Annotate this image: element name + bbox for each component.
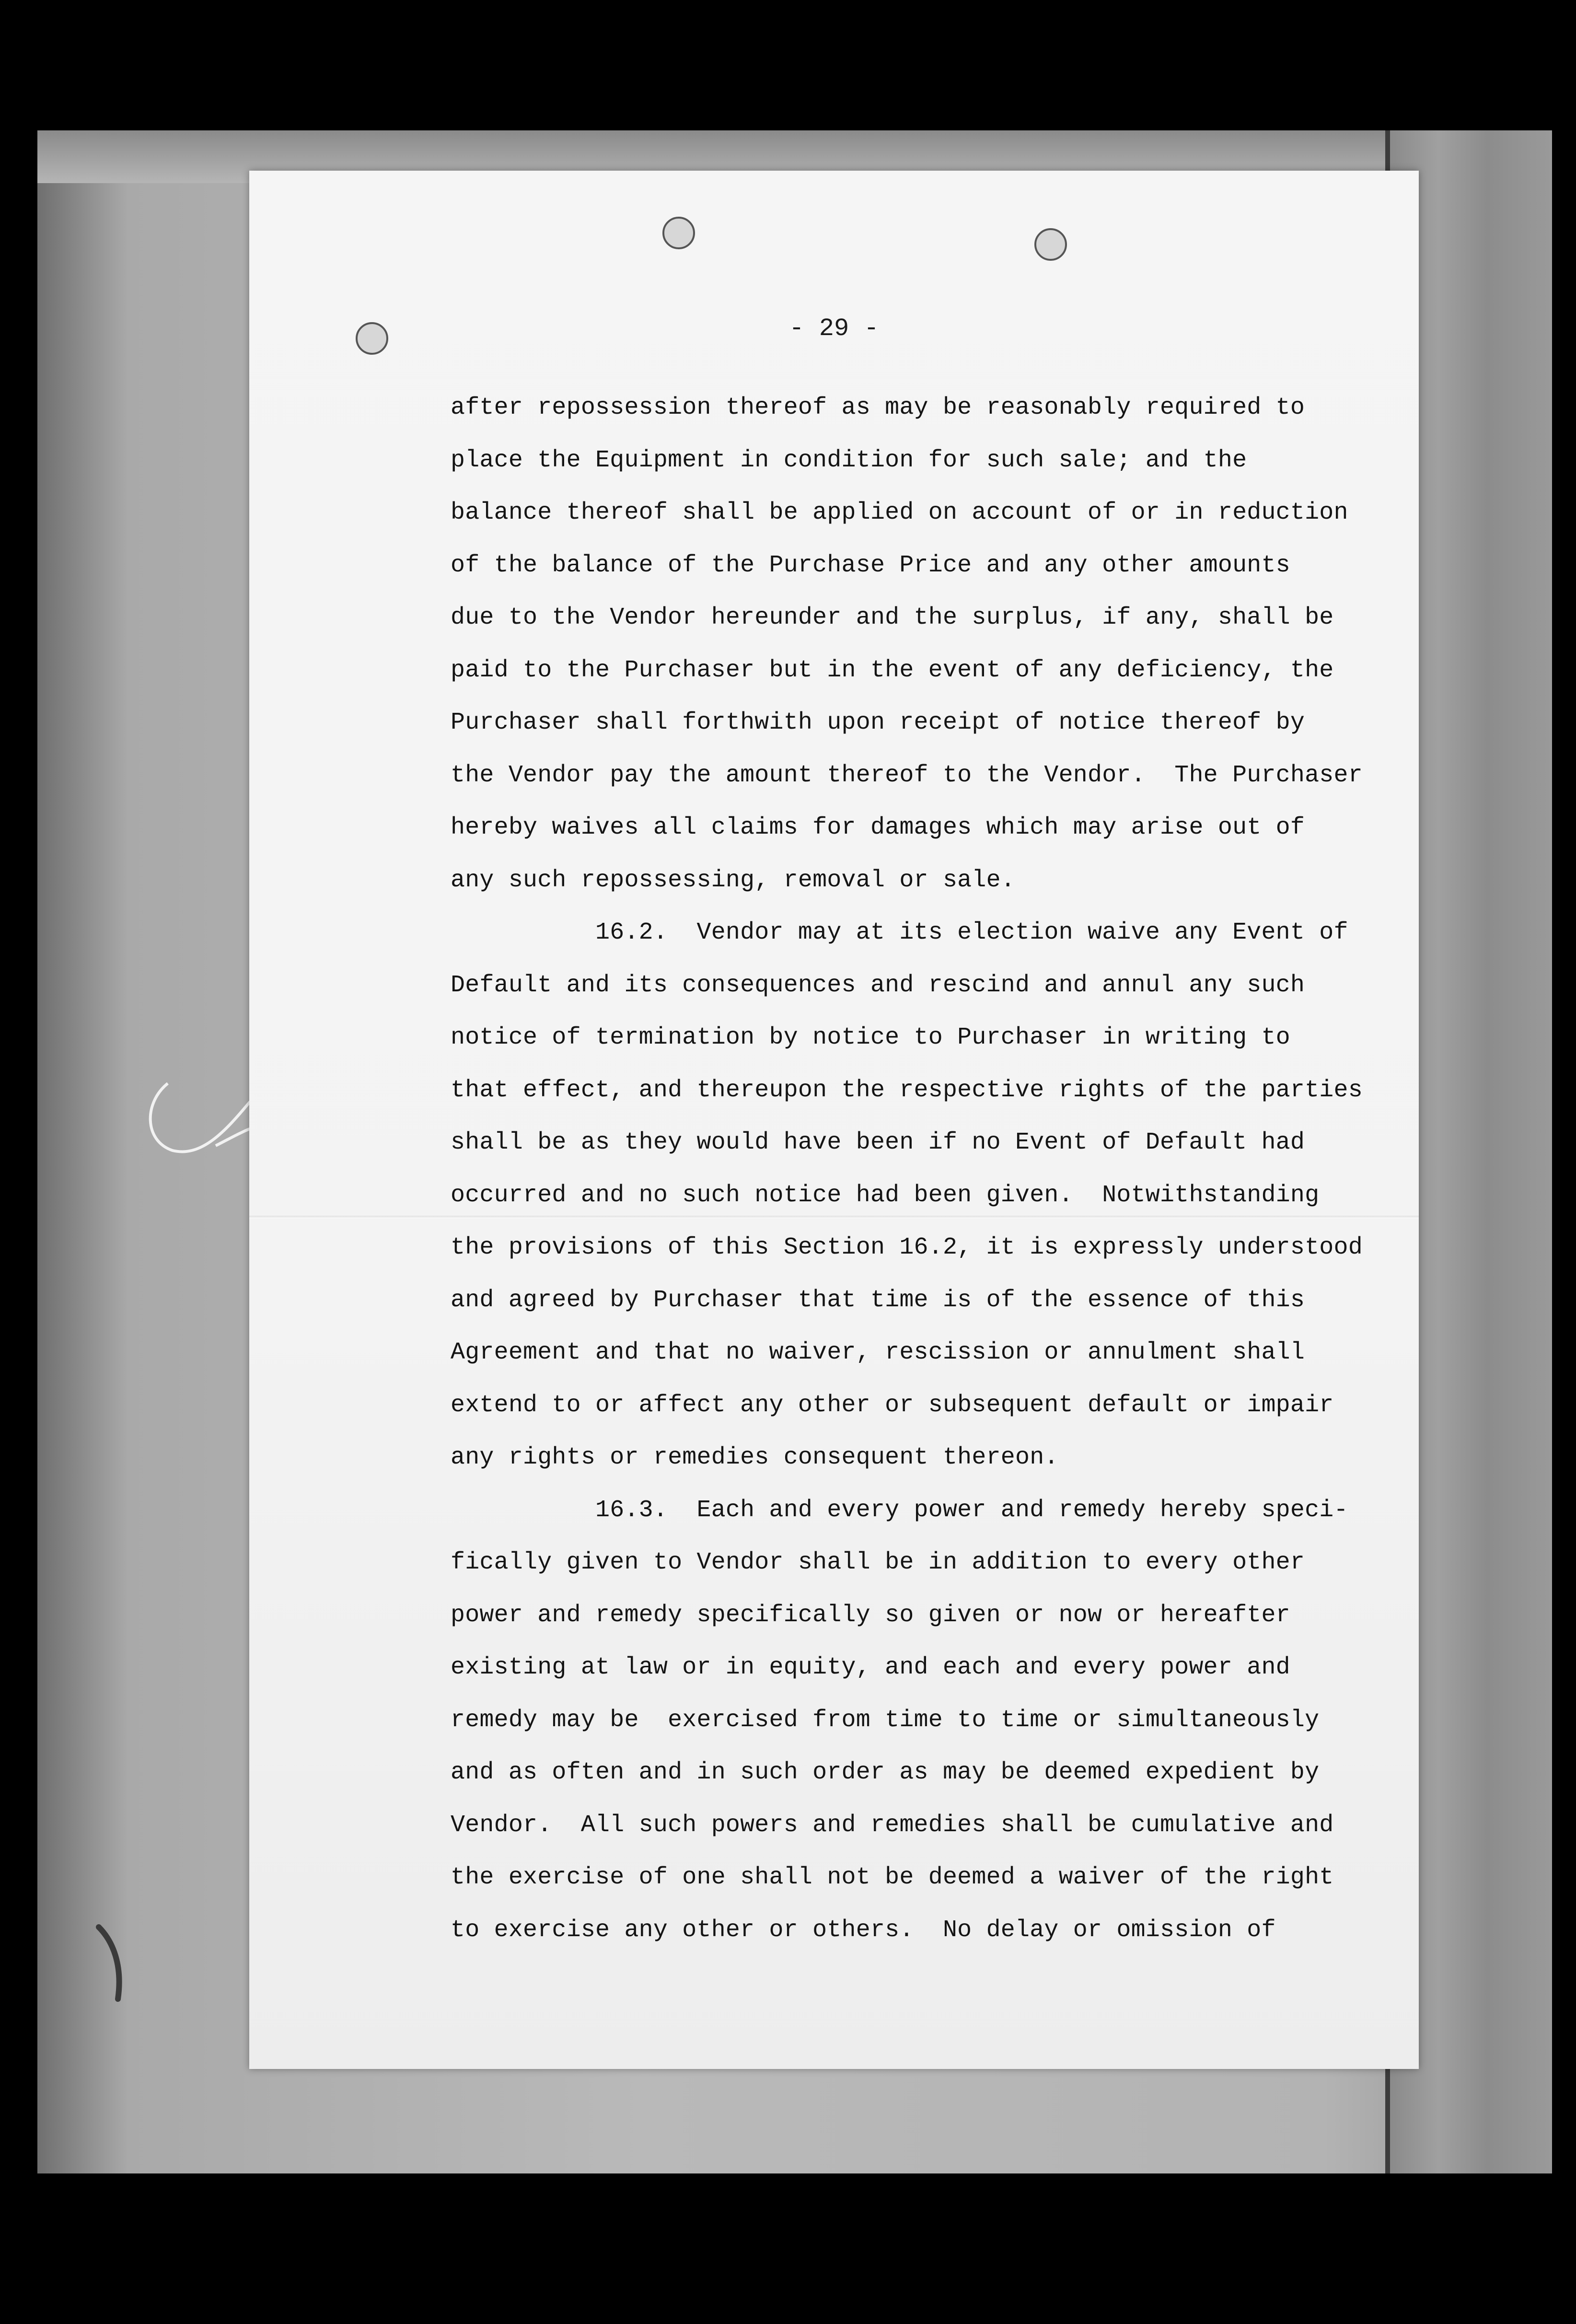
text-line: 16.3. Each and every power and remedy hereby speci- [451, 1496, 1348, 1524]
text-line: occurred and no such notice had been given. Notwithstanding [451, 1181, 1320, 1209]
text-line: place the Equipment in condition for such sale; and the [451, 446, 1247, 474]
text-line: Purchaser shall forthwith upon receipt of notice thereof by [451, 709, 1305, 736]
text-line: Default and its consequences and rescind and annul any such [451, 971, 1305, 999]
text-line: to exercise any other or others. No delay or omission of [451, 1916, 1276, 1944]
text-line: any such repossessing, removal or sale. [451, 866, 1015, 894]
text-line: the Vendor pay the amount thereof to the Vendor. The Purchaser [451, 761, 1363, 789]
body-text [451, 382, 1409, 1956]
text-line: of the balance of the Purchase Price and any other amounts [451, 551, 1290, 579]
punch-hole-center [662, 217, 695, 249]
text-line: Vendor. All such powers and remedies shall be cumulative and [451, 1811, 1334, 1839]
text-line: due to the Vendor hereunder and the surplus, if any, shall be [451, 604, 1334, 631]
document-page [249, 171, 1419, 2069]
text-line: extend to or affect any other or subsequent default or impair [451, 1391, 1334, 1419]
text-line: remedy may be exercised from time to time or simultaneously [451, 1706, 1320, 1734]
text-line: Agreement and that no waiver, rescission or annulment shall [451, 1339, 1305, 1366]
page-number: - 29 - [789, 314, 879, 343]
text-line: 16.2. Vendor may at its election waive any Event of [451, 919, 1348, 946]
text-line: existing at law or in equity, and each and every power and [451, 1654, 1290, 1681]
text-line: after repossession thereof as may be reasonably required to [451, 394, 1305, 421]
text-line: that effect, and thereupon the respective rights of the parties [451, 1076, 1363, 1104]
text-line: fically given to Vendor shall be in addition to every other [451, 1549, 1305, 1576]
text-line: shall be as they would have been if no Event of Default had [451, 1129, 1305, 1156]
punch-hole-right [1034, 228, 1067, 261]
text-line: paid to the Purchaser but in the event of any deficiency, the [451, 656, 1334, 684]
text-line: any rights or remedies consequent thereon. [451, 1444, 1059, 1471]
text-line: and agreed by Purchaser that time is of the essence of this [451, 1286, 1305, 1314]
paper-clip-mark [89, 1922, 132, 2004]
text-line: the provisions of this Section 16.2, it is expressly understood [451, 1234, 1363, 1261]
text-line: hereby waives all claims for damages which may arise out of [451, 814, 1305, 841]
text-line: power and remedy specifically so given or now or hereafter [451, 1601, 1290, 1629]
text-line: the exercise of one shall not be deemed a waiver of the right [451, 1864, 1334, 1891]
text-line: notice of termination by notice to Purchaser in writing to [451, 1024, 1290, 1051]
text-line: balance thereof shall be applied on account of or in reduction [451, 499, 1348, 526]
text-line: and as often and in such order as may be deemed expedient by [451, 1759, 1320, 1786]
